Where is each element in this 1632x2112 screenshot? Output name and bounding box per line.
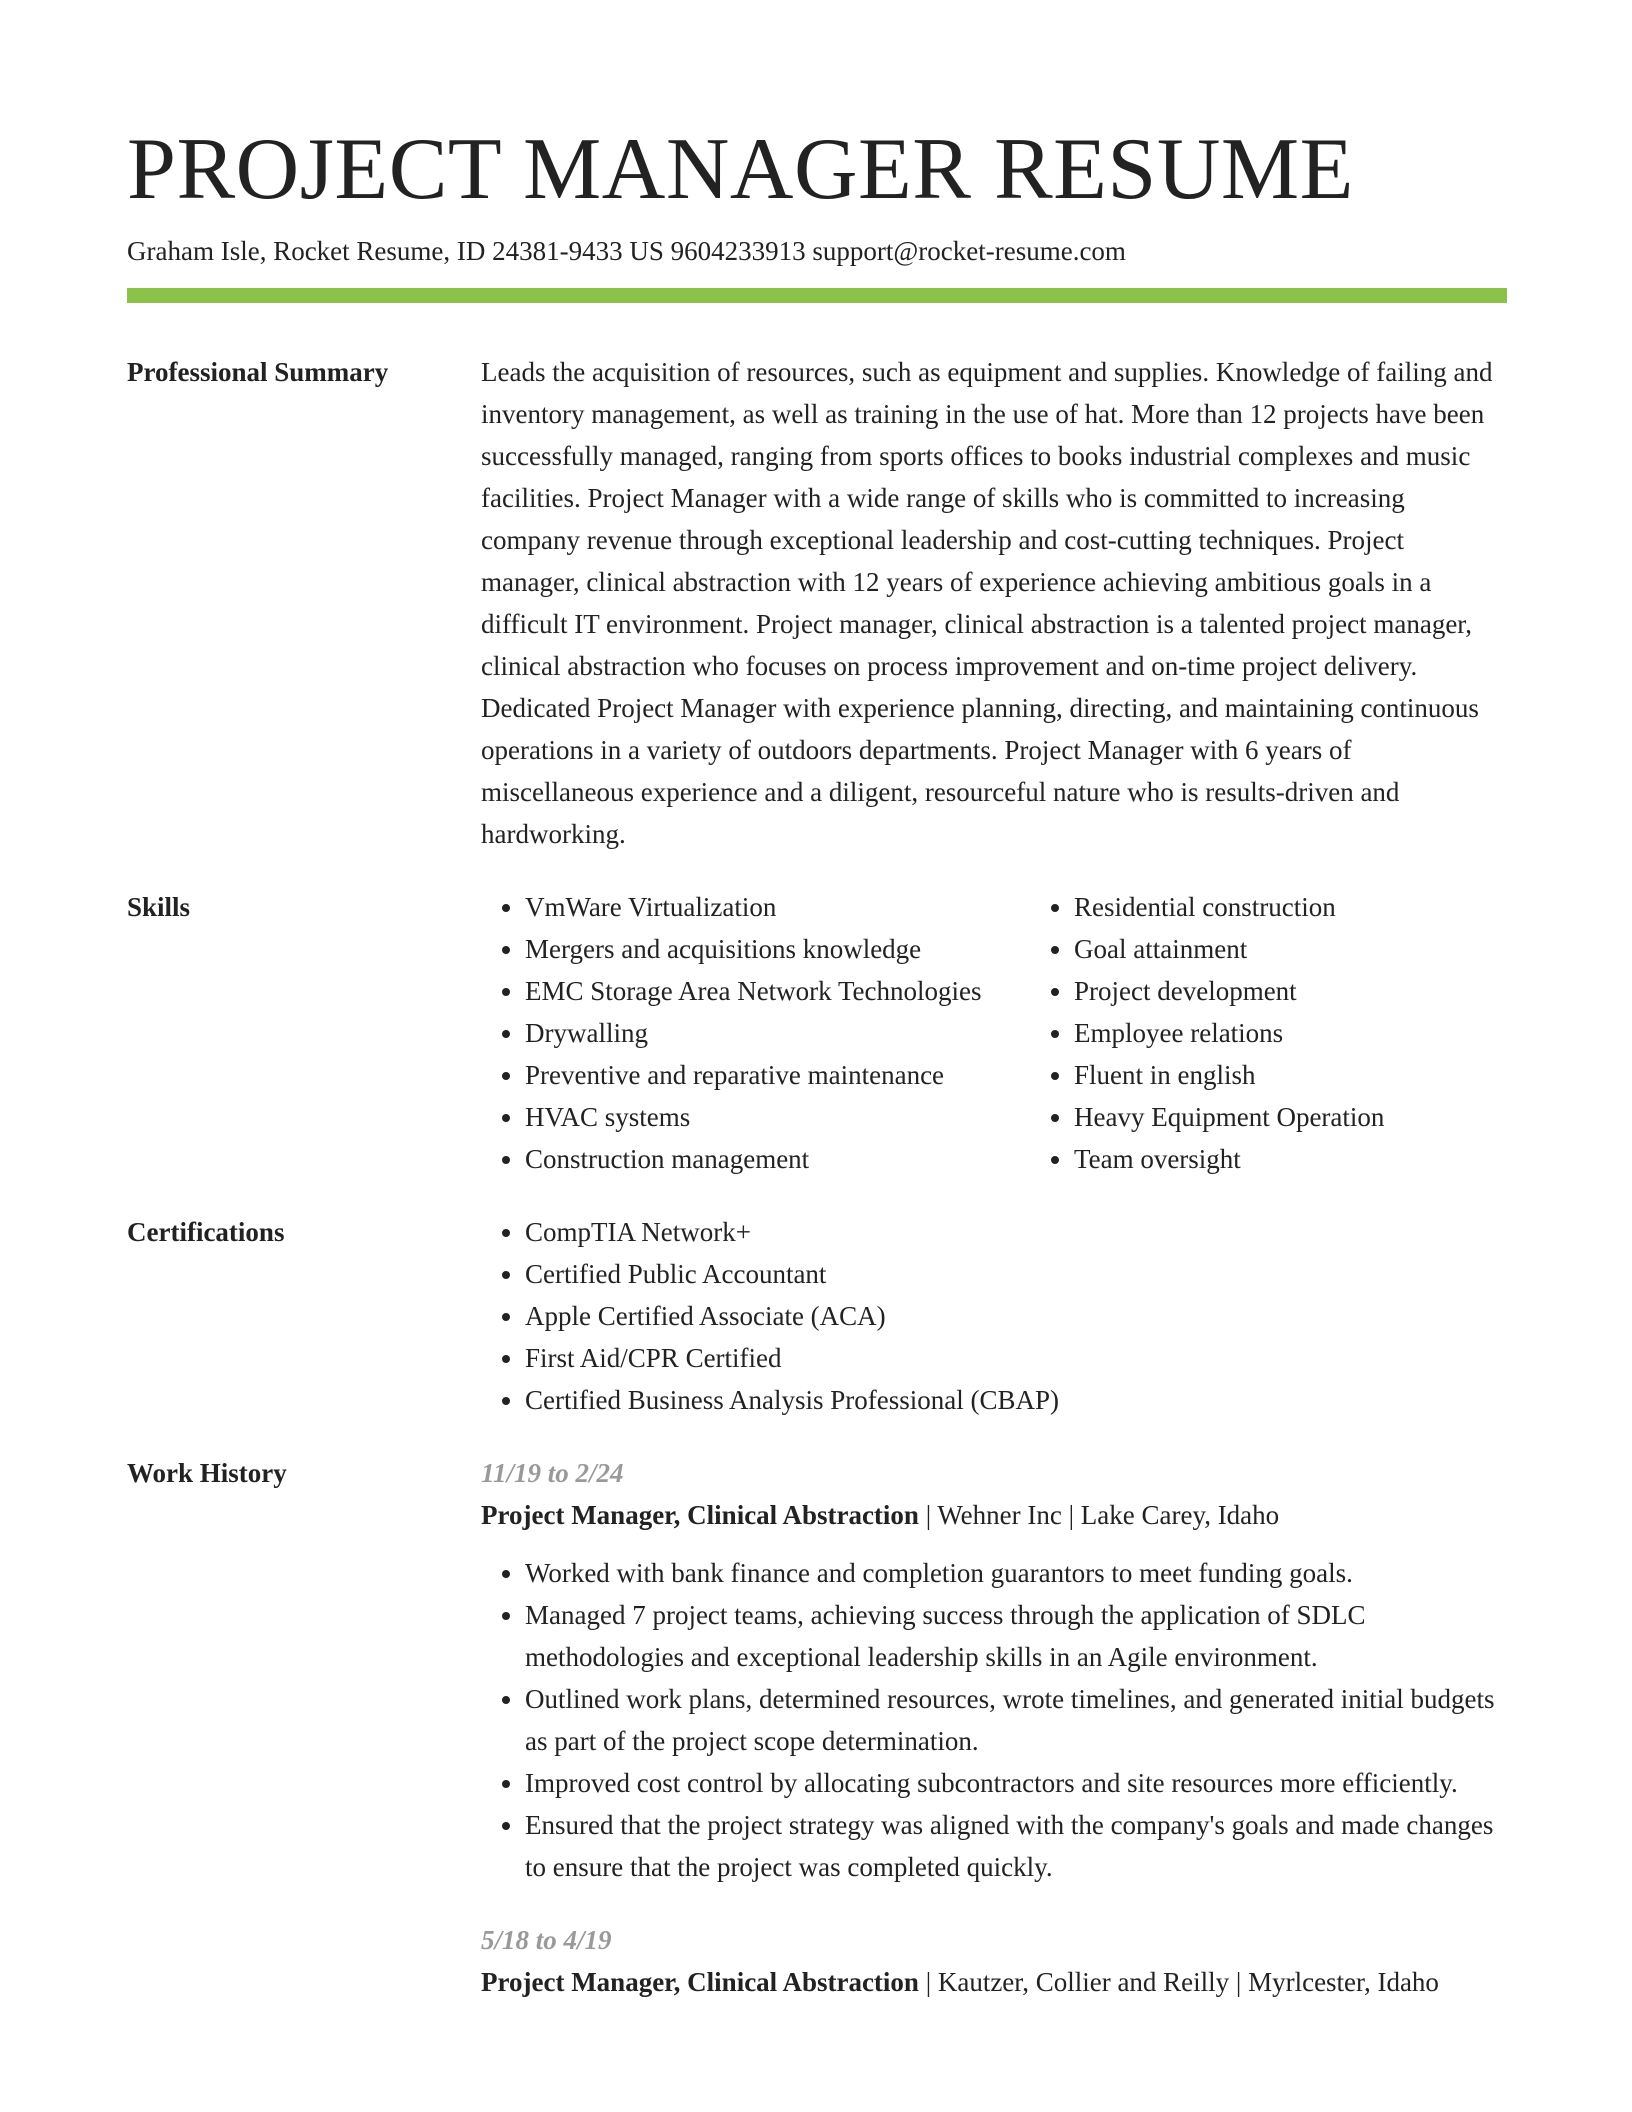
certifications-section <box>127 1211 1507 1421</box>
skill-item: • EMC Storage Area Network Technologies <box>525 970 1030 1012</box>
skills-list-right <box>1030 886 1507 1180</box>
job-bullet: • Outlined work plans, determined resources, wrote timelines, and generated initial budgets as part of the project scope determination. <box>525 1678 1507 1762</box>
job-company: | Kautzer, Collier and Reilly | Myrlcester, Idaho <box>918 1967 1439 1997</box>
job-entry <box>481 1452 1507 1888</box>
work-history-section <box>127 1452 1507 2003</box>
certifications-list <box>481 1211 1507 1421</box>
certification-item: • First Aid/CPR Certified <box>525 1337 1507 1379</box>
job-dates: 5/18 to 4/19 <box>481 1925 612 1955</box>
skill-item: • Heavy Equipment Operation <box>1074 1096 1507 1138</box>
job-company: | Wehner Inc | Lake Carey, Idaho <box>918 1500 1280 1530</box>
job-bullet: • Worked with bank finance and completion guarantors to meet funding goals. <box>525 1552 1507 1594</box>
certification-item: • Certified Business Analysis Professional (CBAP) <box>525 1379 1507 1421</box>
contact-email: support@rocket-resume.com <box>812 236 1126 266</box>
work-history-heading: Work History <box>127 1458 287 1488</box>
contact-line <box>127 234 1507 268</box>
contact-location: Graham Isle, Rocket Resume, ID 24381-9433 US <box>127 236 664 266</box>
job-header <box>481 1494 1507 1536</box>
job-title: Project Manager, Clinical Abstraction <box>481 1967 919 1997</box>
job-bullet: • Managed 7 project teams, achieving success through the application of SDLC methodologies and exceptional leadership skills in an Agile environment. <box>525 1594 1507 1678</box>
job-bullets <box>481 1552 1507 1888</box>
skill-item: • Employee relations <box>1074 1012 1507 1054</box>
job-header <box>481 1961 1507 2003</box>
job-bullet: • Improved cost control by allocating subcontractors and site resources more efficiently. <box>525 1762 1507 1804</box>
certifications-heading: Certifications <box>127 1217 285 1247</box>
job-entry <box>481 1919 1507 2003</box>
skill-item: • Residential construction <box>1074 886 1507 928</box>
skill-item: • Goal attainment <box>1074 928 1507 970</box>
certification-item: • Apple Certified Associate (ACA) <box>525 1295 1507 1337</box>
summary-heading: Professional Summary <box>127 357 389 387</box>
summary-text: Leads the acquisition of resources, such as equipment and supplies. Knowledge of failing and inventory management, as well as training in the use of hat. More than 12 projects have been successfully managed, ranging from sports offices to books industrial complexes and music facilities. Project Manager with a wide range of skills who is committed to increasing company revenue through exceptional leadership and cost-cutting techniques. Project manager, clinical abstraction with 12 years of experience achieving ambitious goals in a difficult IT environment. Project manager, clinical abstraction is a talented project manager, clinical abstraction who focuses on process improvement and on-time project delivery. Dedicated Project Manager with experience planning, directing, and maintaining continuous operations in a variety of outdoors departments. Project Manager with 6 years of miscellaneous experience and a diligent, resourceful nature who is results-driven and hardworking. <box>481 357 1493 849</box>
resume-page <box>127 120 1507 2003</box>
resume-title: PROJECT MANAGER RESUME <box>127 121 1354 218</box>
skill-item: • Fluent in english <box>1074 1054 1507 1096</box>
skill-item: • HVAC systems <box>525 1096 1030 1138</box>
skill-item: • Project development <box>1074 970 1507 1012</box>
summary-section <box>127 351 1507 855</box>
contact-phone: 9604233913 <box>670 236 806 266</box>
skills-heading: Skills <box>127 892 191 922</box>
skills-list-left <box>481 886 1030 1180</box>
header-divider <box>127 288 1507 303</box>
skill-item: • Preventive and reparative maintenance <box>525 1054 1030 1096</box>
job-title: Project Manager, Clinical Abstraction <box>481 1500 919 1530</box>
job-dates: 11/19 to 2/24 <box>481 1458 624 1488</box>
skill-item: • Drywalling <box>525 1012 1030 1054</box>
skill-item: • Team oversight <box>1074 1138 1507 1180</box>
skills-section <box>127 886 1507 1180</box>
certification-item: • CompTIA Network+ <box>525 1211 1507 1253</box>
skill-item: • Mergers and acquisitions knowledge <box>525 928 1030 970</box>
certification-item: • Certified Public Accountant <box>525 1253 1507 1295</box>
job-bullet: • Ensured that the project strategy was aligned with the company's goals and made changes to ensure that the project was completed quickly. <box>525 1804 1507 1888</box>
skill-item: • Construction management <box>525 1138 1030 1180</box>
skill-item: • VmWare Virtualization <box>525 886 1030 928</box>
